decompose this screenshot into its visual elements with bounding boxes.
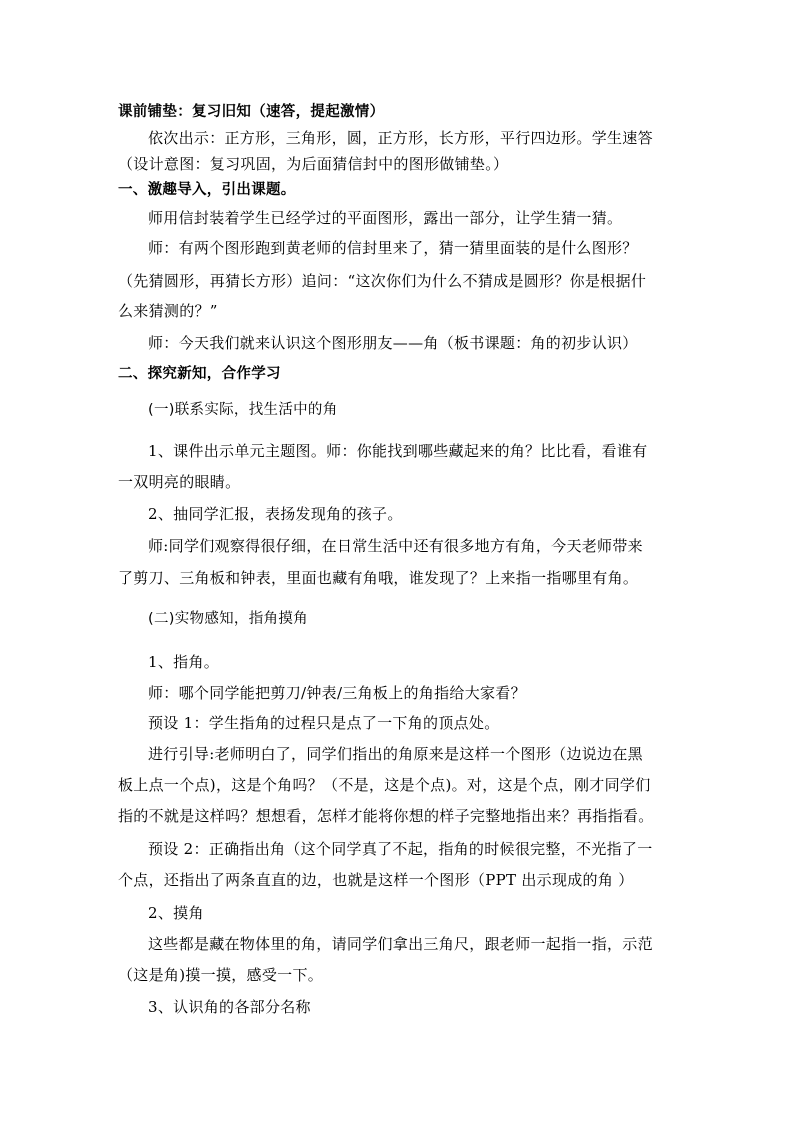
- heading-prelesson: 课前铺垫：复习旧知（速答，提起激情）: [118, 104, 385, 120]
- paragraph-guide-end: 指的不就是这样吗？想想看，怎样才能将你想的样子完整地指出来？再指指看。: [118, 807, 654, 825]
- paragraph-touch-angle: 2、摸角: [148, 904, 204, 922]
- heading-section-2: 二、探究新知，合作学习: [118, 366, 281, 382]
- paragraph-angle-parts: 3、认识角的各部分名称: [148, 998, 311, 1016]
- heading-section-1: 一、激趣导入，引出课题。: [118, 182, 296, 198]
- paragraph-envelope: 师用信封装着学生已经学过的平面图形，露出一部分，让学生猜一猜。: [148, 209, 623, 227]
- paragraph-point-angle: 1、指角。: [148, 653, 220, 671]
- paragraph-guide: 进行引导:老师明白了，同学们指出的角原来是这样一个图形（边说边在黑: [148, 745, 643, 763]
- sub-heading-2: (二)实物感知，指角摸角: [148, 611, 308, 627]
- paragraph-observe-cont: 了剪刀、三角板和钟表，里面也藏有角哦，谁发现了？上来指一指哪里有角。: [118, 569, 639, 587]
- paragraph-preset-2: 预设 2：正确指出角（这个同学真了不起，指角的时候很完整，不光指了一: [148, 840, 653, 858]
- paragraph-show-shapes: 依次出示：正方形，三角形，圆，正方形，长方形，平行四边形。学生速答: [148, 129, 653, 147]
- paragraph-preset-1: 预设 1：学生指角的过程只是点了一下角的顶点处。: [148, 714, 500, 732]
- paragraph-teacher-question-1-end: 么来猜测的？”: [118, 302, 218, 320]
- paragraph-design-intent: （设计意图：复习巩固，为后面猜信封中的图形做铺垫。）: [118, 155, 509, 173]
- paragraph-guide-cont: 板上点一个点)，这是个角吗？（不是，这是个点)。对，这是个点，刚才同学们: [118, 776, 651, 794]
- paragraph-hidden-angles-cont: （这是角)摸一摸，感受一下。: [118, 966, 324, 984]
- paragraph-preset-2-cont: 个点，还指出了两条直直的边，也就是这样一个图形（PPT 出示现成的角 ）: [118, 871, 634, 889]
- paragraph-observe: 师:同学们观察得很仔细，在日常生活中还有很多地方有角，今天老师带来: [148, 537, 643, 555]
- sub-heading-1: (一)联系实际，找生活中的角: [148, 402, 338, 418]
- paragraph-courseware: 1、课件出示单元主题图。师：你能找到哪些藏起来的角？比比看，看谁有: [148, 442, 648, 460]
- paragraph-teacher-question-1: 师：有两个图形跑到黄老师的信封里来了，猜一猜里面装的是什么图形？: [148, 239, 638, 257]
- paragraph-teacher-question-2: 师：哪个同学能把剪刀/钟表/三角板上的角指给大家看？: [148, 684, 526, 702]
- paragraph-courseware-cont: 一双明亮的眼睛。: [118, 473, 241, 491]
- paragraph-teacher-question-1-cont: （先猜圆形，再猜长方形）追问：“这次你们为什么不猜成是圆形？你是根据什: [118, 272, 647, 290]
- paragraph-report: 2、抽同学汇报，表扬发现角的孩子。: [148, 505, 403, 523]
- paragraph-topic: 师：今天我们就来认识这个图形朋友——角（板书课题：角的初步认识）: [148, 334, 638, 352]
- paragraph-hidden-angles: 这些都是藏在物体里的角，请同学们拿出三角尺，跟老师一起指一指，示范: [148, 935, 653, 953]
